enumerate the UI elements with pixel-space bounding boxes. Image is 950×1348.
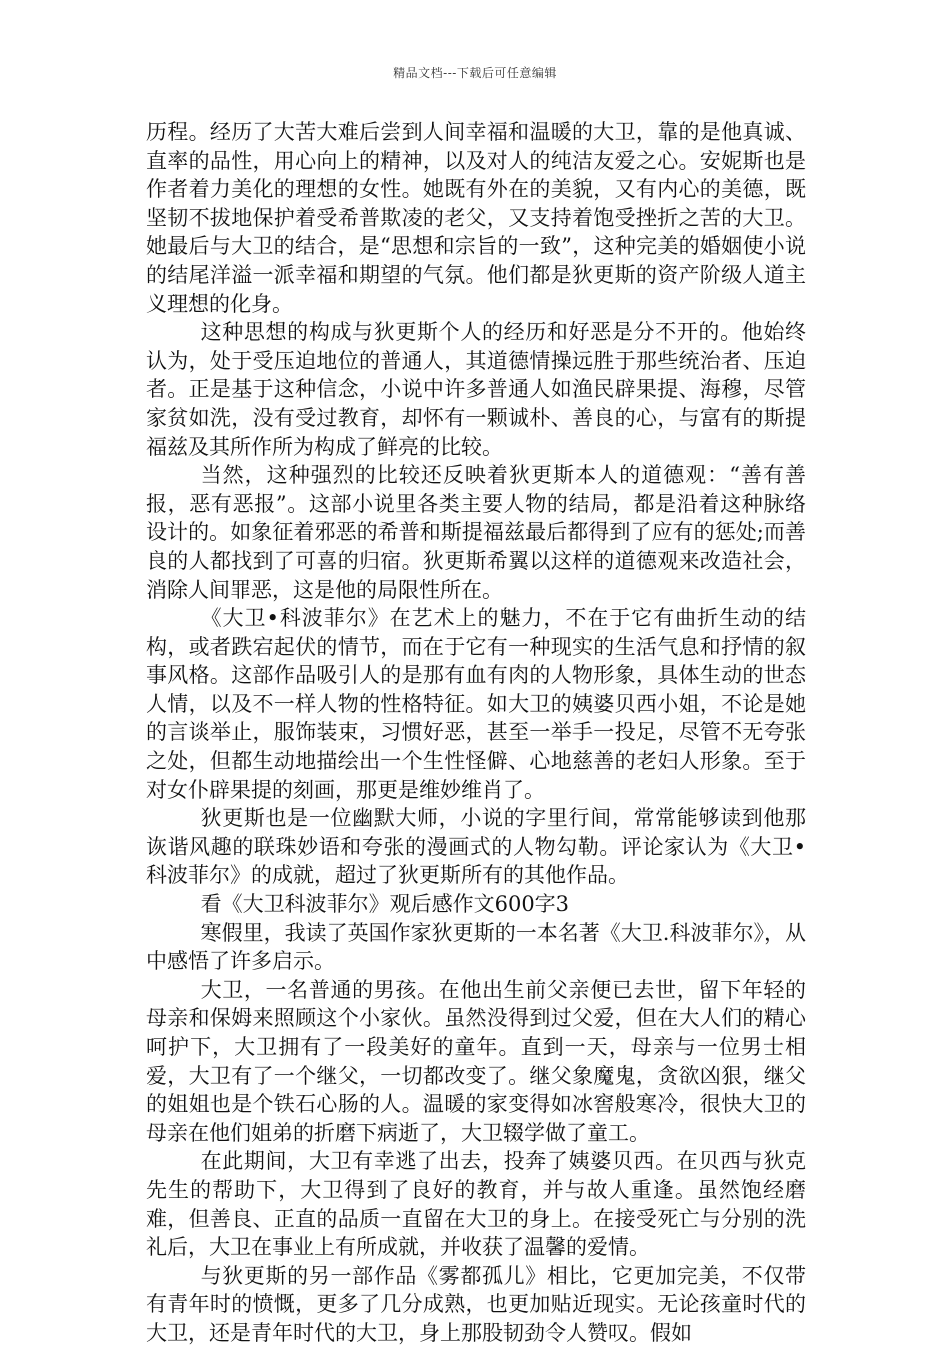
paragraph: 《大卫•科波菲尔》在艺术上的魅力，不在于它有曲折生动的结构，或者跌宕起伏的情节，而在于它有一种现实的生活气息和抒情的叙事风格。这部作品吸引人的是那有血有肉的人物形象，具体生动的世态人情，以及不一样人物的性格特征。如大卫的姨婆贝西小姐，不论是她的言谈举止，服饰装束，习惯好恶，甚至一举手一投足，尽管不无夸张之处，但都生动地描绘出一个生性怪僻、心地慈善的老妇人形象。至于对女仆辟果提的刻画，那更是维妙维肖了。 <box>146 606 806 802</box>
paragraph: 寒假里，我读了英国作家狄更斯的一本名著《大卫.科波菲尔》，从中感悟了许多启示。 <box>146 920 806 974</box>
paragraph: 狄更斯也是一位幽默大师，小说的字里行间，常常能够读到他那诙谐风趣的联珠妙语和夸张的漫画式的人物勾勒。评论家认为《大卫•科波菲尔》的成就，超过了狄更斯所有的其他作品。 <box>146 806 806 888</box>
section-heading: 看《大卫科波菲尔》观后感作文600字3 <box>200 892 570 917</box>
paragraph-continuation: 历程。经历了大苦大难后尝到人间幸福和温暖的大卫，靠的是他真诚、直率的品性，用心向上的精神，以及对人的纯洁友爱之心。安妮斯也是作者着力美化的理想的女性。她既有外在的美貌，又有内心的美德，既坚韧不拔地保护着受希普欺凌的老父，又支持着饱受挫折之苦的大卫。她最后与大卫的结合，是“思想和宗旨的一致”，这种完美的婚姻使小说的结尾洋溢一派幸福和期望的气氛。他们都是狄更斯的资产阶级人道主义理想的化身。 <box>146 120 806 316</box>
paragraph: 大卫，一名普通的男孩。在他出生前父亲便已去世，留下年轻的母亲和保姆来照顾这个小家伙。虽然没得到过父爱，但在大人们的精心呵护下，大卫拥有了一段美好的童年。直到一天，母亲与一位男士相爱，大卫有了一个继父，一切都改变了。继父象魔鬼，贪欲凶狠，继父的姐姐也是个铁石心肠的人。温暖的家变得如冰窖般寒冷，很快大卫的母亲在他们姐弟的折磨下病逝了，大卫辍学做了童工。 <box>146 977 806 1145</box>
paragraph: 当然，这种强烈的比较还反映着狄更斯本人的道德观：“善有善报，恶有恶报”。这部小说里各类主要人物的结局，都是沿着这种脉络设计的。如象征着邪恶的希普和斯提福兹最后都得到了应有的惩处;而善良的人都找到了可喜的归宿。狄更斯希翼以这样的道德观来改造社会，消除人间罪恶，这是他的局限性所在。 <box>146 463 806 602</box>
page-header: 精品文档---下载后可任意编辑 <box>393 66 557 80</box>
document-body <box>146 118 806 1348</box>
paragraph: 这种思想的构成与狄更斯个人的经历和好恶是分不开的。他始终认为，处于受压迫地位的普通人，其道德情操远胜于那些统治者、压迫者。正是基于这种信念，小说中许多普通人如渔民辟果提、海穆，尽管家贫如洗，没有受过教育，却怀有一颗诚朴、善良的心，与富有的斯提福兹及其所作所为构成了鲜亮的比较。 <box>146 320 806 459</box>
paragraph: 与狄更斯的另一部作品《雾都孤儿》相比，它更加完美，不仅带有青年时的愤慨，更多了几分成熟，也更加贴近现实。无论孩童时代的大卫，还是青年时代的大卫，身上那股韧劲令人赞叹。假如 <box>146 1263 806 1345</box>
paragraph: 在此期间，大卫有幸逃了出去，投奔了姨婆贝西。在贝西与狄克先生的帮助下，大卫得到了良好的教育，并与故人重逢。虽然饱经磨难，但善良、正直的品质一直留在大卫的身上。在接受死亡与分别的洗礼后，大卫在事业上有所成就，并收获了温馨的爱情。 <box>146 1149 806 1260</box>
